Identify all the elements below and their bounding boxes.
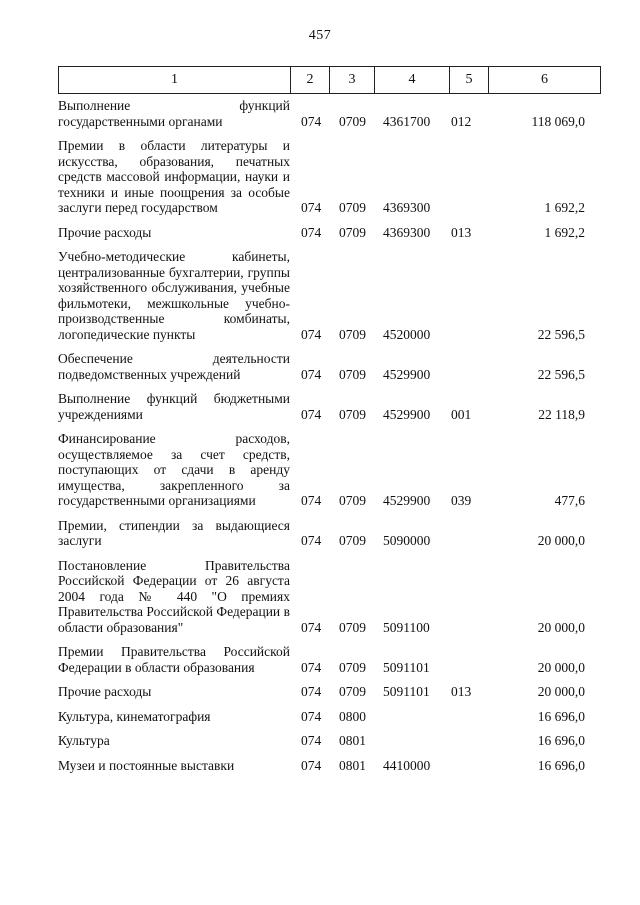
table-row [58, 684, 601, 700]
target-article-code: 5091101 [383, 659, 430, 675]
section-code: 0709 [339, 366, 366, 382]
row-description: Культура [58, 733, 110, 748]
column-header-4: 4 [375, 67, 450, 94]
row-description: Премии в области литературы и искусства, образования, печатных средств массовой информации, науки и техники и иные поощрения за особые заслуги перед государством [58, 138, 290, 215]
section-code: 0709 [339, 493, 366, 508]
ministry-code: 074 [301, 619, 322, 635]
row-description: Обеспечение деятельности подведомственных учреждений [58, 351, 290, 382]
row-description: Прочие расходы [58, 224, 152, 240]
target-article-code: 4529900 [383, 366, 431, 382]
row-description: Премии Правительства Российской Федерации в области образования [58, 644, 290, 675]
target-article-code: 5091101 [383, 684, 430, 699]
ministry-code: 074 [301, 224, 322, 240]
row-description: Выполнение функций бюджетными учреждениями [58, 391, 290, 422]
ministry-code: 074 [301, 200, 322, 215]
amount: 16 696,0 [537, 733, 585, 748]
table-row [58, 758, 601, 774]
target-article-code: 5090000 [383, 533, 431, 548]
ministry-code: 074 [301, 113, 322, 129]
row-description: Постановление Правительства Российской Федерации от 26 августа 2004 года № 440 "О премиях Правительства Российской Федерации в области образования" [58, 557, 290, 635]
expense-type-code: 012 [451, 113, 472, 129]
section-code: 0709 [339, 224, 366, 240]
page-number: 457 [308, 28, 332, 43]
column-header-row [58, 66, 601, 94]
section-code: 0800 [339, 708, 366, 724]
target-article-code: 4520000 [383, 326, 431, 342]
section-code: 0709 [339, 619, 366, 635]
amount: 22 118,9 [538, 406, 585, 422]
table-row [58, 431, 601, 509]
budget-table-body [58, 96, 601, 773]
table-row [58, 709, 601, 725]
amount: 477,6 [554, 493, 585, 508]
ministry-code: 074 [301, 659, 322, 675]
expense-type-code: 013 [451, 224, 472, 240]
ministry-code: 074 [301, 366, 322, 382]
row-description: Прочие расходы [58, 684, 152, 699]
amount: 20 000,0 [537, 659, 585, 675]
section-code: 0709 [339, 406, 366, 422]
section-code: 0709 [339, 113, 366, 129]
section-code: 0709 [339, 684, 366, 699]
table-row [58, 558, 601, 636]
row-description: Культура, кинематография [58, 708, 211, 724]
table-row [58, 391, 601, 422]
target-article-code: 5091100 [383, 619, 430, 635]
ministry-code: 074 [301, 493, 322, 508]
amount: 22 596,5 [537, 366, 585, 382]
amount: 118 069,0 [531, 113, 585, 129]
column-header-3: 3 [330, 67, 375, 94]
table-row [58, 733, 601, 749]
section-code: 0801 [339, 757, 366, 773]
column-header-1: 1 [59, 67, 291, 94]
target-article-code: 4410000 [383, 757, 431, 773]
amount: 1 692,2 [544, 200, 585, 215]
ministry-code: 074 [301, 708, 322, 724]
row-description: Музеи и постоянные выставки [58, 757, 235, 773]
section-code: 0709 [339, 533, 366, 548]
row-description: Премии, стипендии за выдающиеся заслуги [58, 517, 290, 548]
section-code: 0709 [339, 326, 366, 342]
column-header-2: 2 [291, 67, 330, 94]
section-code: 0709 [339, 200, 366, 215]
expense-type-code: 013 [451, 684, 472, 699]
amount: 20 000,0 [537, 684, 585, 699]
amount: 16 696,0 [537, 708, 585, 724]
ministry-code: 074 [301, 684, 322, 699]
amount: 20 000,0 [537, 619, 585, 635]
expense-type-code: 001 [451, 406, 472, 422]
target-article-code: 4369300 [383, 224, 431, 240]
column-header-5: 5 [450, 67, 489, 94]
section-code: 0801 [339, 733, 366, 748]
target-article-code: 4361700 [383, 113, 431, 129]
row-description: Выполнение функций государственными органами [58, 98, 290, 129]
table-row [58, 351, 601, 382]
table-row [58, 225, 601, 241]
row-description: Финансирование расходов, осуществляемое за счет средств, поступающих от сдачи в аренду имущества, закрепленного за государственными организациями [58, 431, 290, 508]
column-header-6: 6 [489, 67, 601, 94]
target-article-code: 4369300 [383, 200, 431, 215]
table-row [58, 518, 601, 549]
ministry-code: 074 [301, 757, 322, 773]
table-row [58, 249, 601, 342]
section-code: 0709 [339, 659, 366, 675]
row-description: Учебно-методические кабинеты, централизованные бухгалтерии, группы хозяйственного обслуживания, учебные фильмотеки, межшкольные учебно-производственные комбинаты, логопедические пункты [58, 249, 290, 342]
table-row [58, 644, 601, 675]
ministry-code: 074 [301, 406, 322, 422]
target-article-code: 4529900 [383, 406, 431, 422]
ministry-code: 074 [301, 733, 322, 748]
amount: 20 000,0 [537, 533, 585, 548]
ministry-code: 074 [301, 533, 322, 548]
table-row [58, 138, 601, 216]
target-article-code: 4529900 [383, 493, 431, 508]
amount: 22 596,5 [537, 326, 585, 342]
ministry-code: 074 [301, 326, 322, 342]
table-row [58, 98, 601, 129]
amount: 1 692,2 [544, 224, 585, 240]
expense-type-code: 039 [451, 493, 472, 508]
amount: 16 696,0 [537, 757, 585, 773]
